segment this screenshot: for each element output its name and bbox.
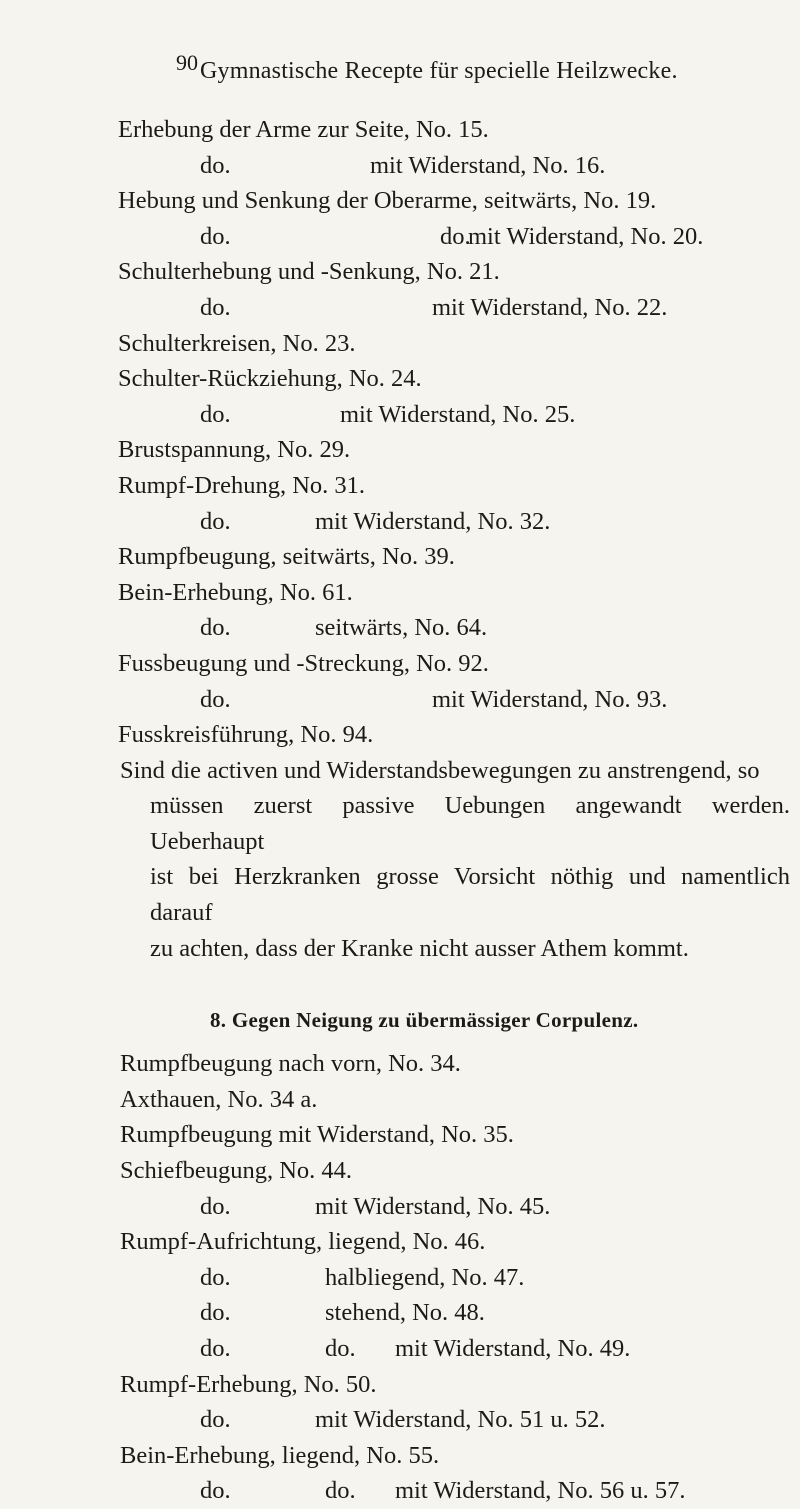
paragraph-line: ist bei Herzkranken grosse Vorsicht nöthig und namentlich darauf	[150, 863, 790, 927]
exercise-text: do.	[200, 507, 231, 535]
exercise-line	[120, 397, 800, 433]
exercise-line	[120, 361, 800, 397]
exercise-text: Bein-Erhebung, liegend, No. 55.	[120, 1441, 440, 1469]
exercise-line	[120, 148, 800, 184]
exercise-text: Erhebung der Arme zur Seite, No. 15.	[118, 116, 489, 143]
exercise-line	[120, 326, 800, 362]
exercise-line	[120, 254, 800, 290]
exercise-text: do.	[200, 400, 231, 428]
exercise-text: Fussbeugung und -Streckung, No. 92.	[118, 649, 489, 677]
paragraph-line: Sind die activen und Widerstandsbewegungen zu anstrengend, so	[120, 756, 760, 784]
page-header	[0, 50, 800, 88]
exercise-list-2	[120, 1046, 800, 1509]
exercise-line	[120, 717, 800, 753]
exercise-line	[120, 432, 800, 468]
exercise-text: mit Widerstand, No. 49.	[395, 1335, 631, 1362]
exercise-line	[120, 183, 800, 219]
exercise-text: mit Widerstand, No. 51 u. 52.	[315, 1406, 606, 1434]
section-heading: 8. Gegen Neigung zu übermässiger Corpulenz.	[210, 1008, 639, 1033]
exercise-line	[120, 1295, 800, 1331]
exercise-text: do.	[200, 293, 231, 321]
page-body	[120, 112, 800, 1509]
exercise-line	[120, 219, 800, 255]
exercise-text: do.	[200, 1335, 231, 1362]
exercise-line	[120, 1117, 800, 1153]
exercise-line	[120, 1153, 800, 1189]
exercise-text: Rumpfbeugung mit Widerstand, No. 35.	[120, 1121, 514, 1149]
exercise-text: Schulterkreisen, No. 23.	[118, 329, 356, 357]
exercise-text: Schiefbeugung, No. 44.	[120, 1157, 353, 1185]
exercise-text: Rumpf-Drehung, No. 31.	[118, 471, 366, 499]
exercise-line	[120, 1473, 800, 1509]
exercise-line	[120, 610, 800, 646]
exercise-text: halbliegend, No. 47.	[325, 1263, 525, 1291]
exercise-text: Rumpf-Aufrichtung, liegend, No. 46.	[120, 1228, 486, 1256]
exercise-text: Fusskreisführung, No. 94.	[118, 721, 374, 749]
paragraph-line: müssen zuerst passive Uebungen angewandt werden. Ueberhaupt	[150, 792, 790, 855]
exercise-line	[120, 646, 800, 682]
exercise-line	[120, 1367, 800, 1403]
exercise-text: Hebung und Senkung der Oberarme, seitwärts, No. 19.	[118, 187, 657, 215]
exercise-text: do.	[440, 222, 471, 250]
note-paragraph	[120, 753, 790, 967]
exercise-text: Rumpfbeugung, seitwärts, No. 39.	[118, 543, 455, 571]
exercise-text: do.	[200, 1477, 231, 1505]
exercise-text: mit Widerstand, No. 45.	[315, 1192, 551, 1220]
exercise-text: mit Widerstand, No. 56 u. 57.	[395, 1477, 686, 1505]
exercise-text: mit Widerstand, No. 22.	[432, 293, 668, 321]
exercise-text: mit Widerstand, No. 93.	[432, 685, 668, 713]
exercise-line	[120, 1260, 800, 1296]
exercise-text: Schulterhebung und -Senkung, No. 21.	[118, 258, 500, 286]
exercise-list-1	[120, 112, 800, 753]
exercise-text: mit Widerstand, No. 16.	[370, 151, 606, 179]
exercise-text: do.	[200, 1406, 231, 1434]
exercise-text: do.	[200, 151, 231, 179]
exercise-text: do.	[200, 685, 231, 713]
exercise-text: Axthauen, No. 34 a.	[120, 1085, 318, 1113]
exercise-line	[120, 112, 800, 148]
paragraph-line: zu achten, dass der Kranke nicht ausser Athem kommt.	[150, 934, 689, 962]
exercise-line	[120, 575, 800, 611]
exercise-line	[120, 1331, 800, 1367]
exercise-line	[120, 1438, 800, 1474]
page-number: 90	[176, 50, 198, 75]
exercise-text: do.	[200, 1263, 231, 1291]
exercise-line	[120, 290, 800, 326]
running-title: Gymnastische Recepte für specielle Heilzwecke.	[200, 58, 678, 84]
exercise-text: do.	[325, 1335, 356, 1362]
exercise-line	[120, 1224, 800, 1260]
exercise-line	[120, 1402, 800, 1438]
exercise-text: Rumpfbeugung nach vorn, No. 34.	[120, 1050, 461, 1078]
exercise-line	[120, 1046, 800, 1082]
exercise-line	[120, 1189, 800, 1225]
exercise-text: seitwärts, No. 64.	[315, 614, 488, 642]
exercise-text: do.	[325, 1477, 356, 1505]
exercise-line	[120, 504, 800, 540]
exercise-text: stehend, No. 48.	[325, 1299, 485, 1327]
exercise-line	[120, 1082, 800, 1118]
exercise-text: do.	[200, 614, 231, 642]
exercise-text: do.	[200, 1192, 231, 1220]
exercise-text: do.	[200, 1299, 231, 1327]
exercise-text: mit Widerstand, No. 20.	[468, 222, 704, 250]
exercise-line	[120, 468, 800, 504]
exercise-text: Bein-Erhebung, No. 61.	[118, 578, 353, 606]
exercise-line	[120, 539, 800, 575]
exercise-text: mit Widerstand, No. 25.	[340, 400, 576, 428]
exercise-text: Rumpf-Erhebung, No. 50.	[120, 1370, 377, 1398]
exercise-text: do.	[200, 222, 231, 250]
exercise-text: mit Widerstand, No. 32.	[315, 507, 551, 535]
exercise-text: Schulter-Rückziehung, No. 24.	[118, 365, 422, 393]
exercise-text: Brustspannung, No. 29.	[118, 436, 351, 464]
exercise-line	[120, 682, 800, 718]
